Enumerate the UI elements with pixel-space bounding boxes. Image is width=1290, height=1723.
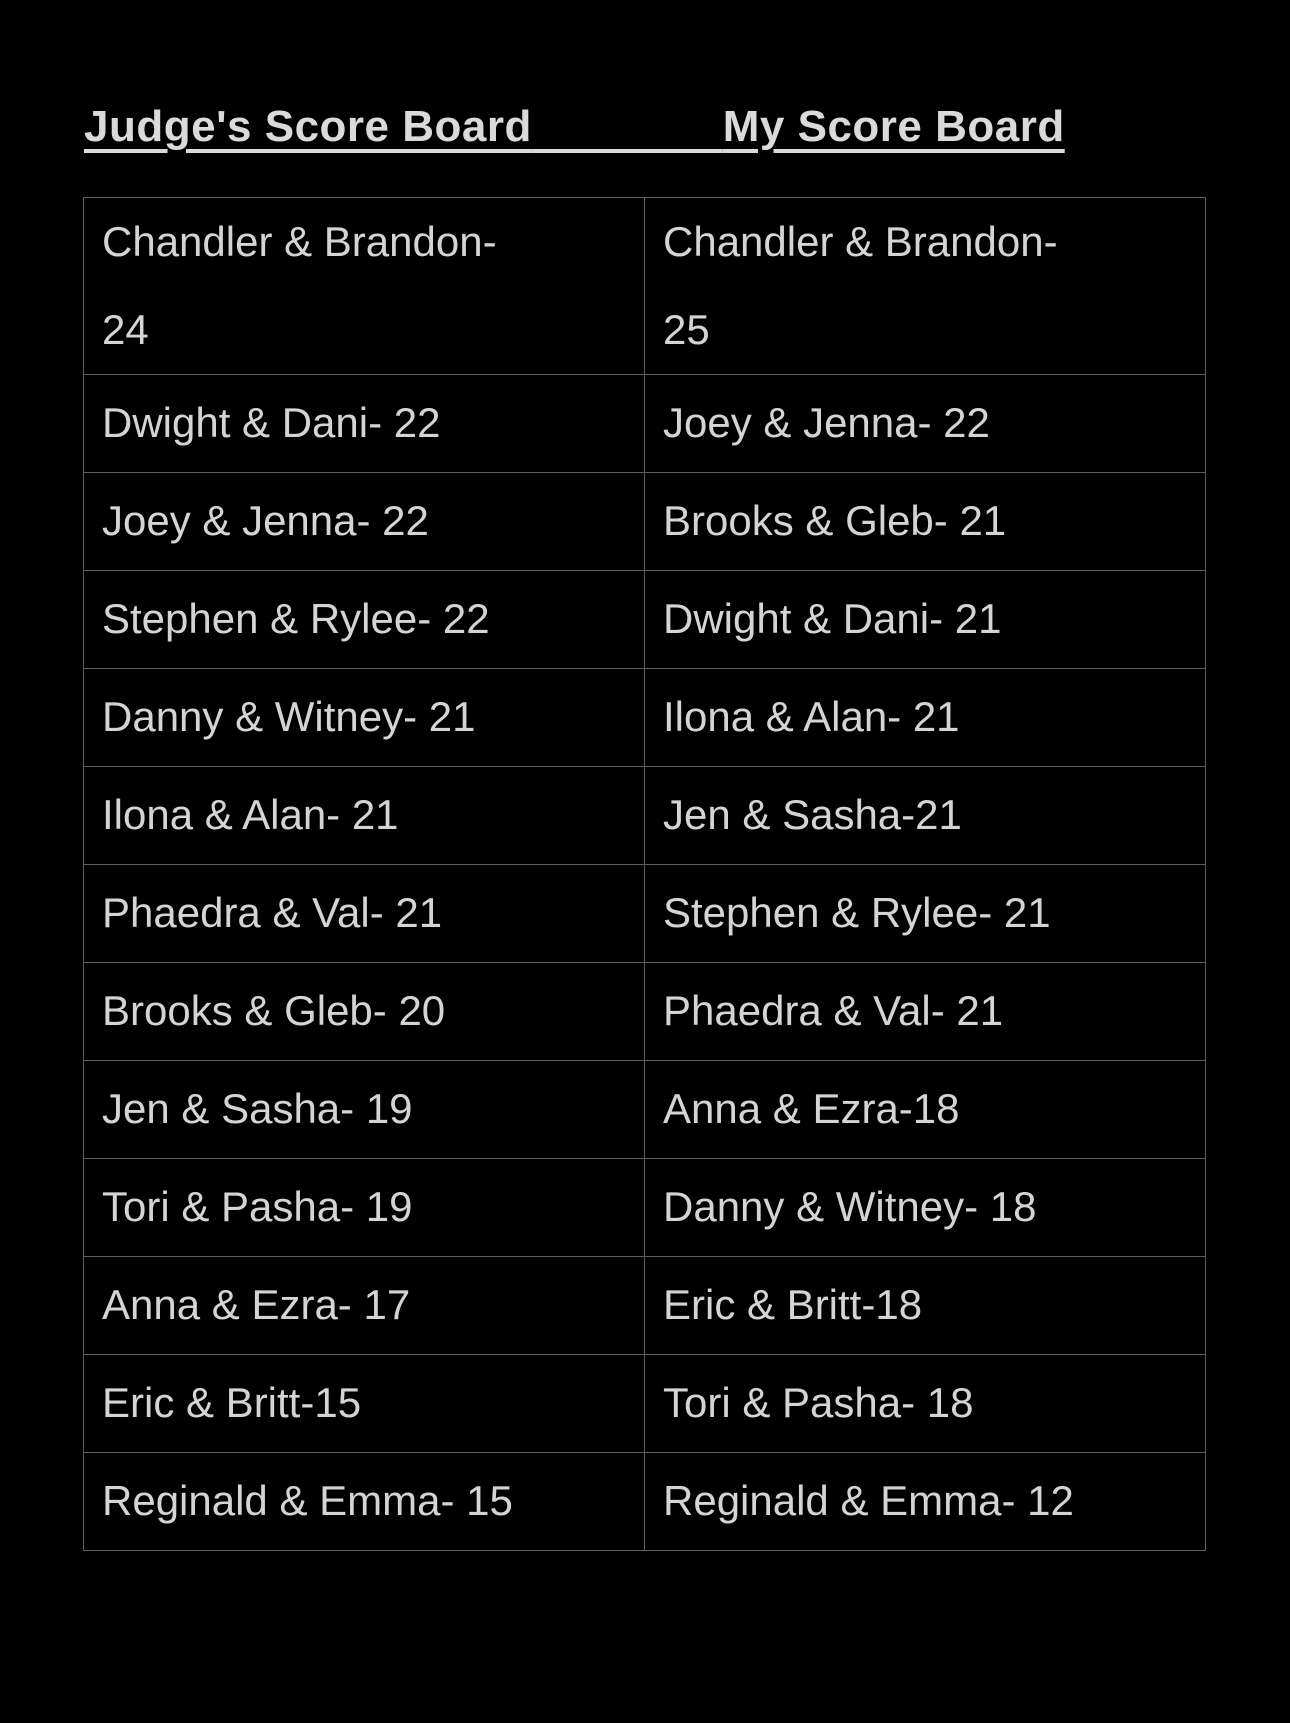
my-score-cell: Reginald & Emma- 12 bbox=[645, 1452, 1206, 1550]
my-score-cell: Brooks & Gleb- 21 bbox=[645, 472, 1206, 570]
my-score-cell: Joey & Jenna- 22 bbox=[645, 374, 1206, 472]
score-row bbox=[84, 1158, 1206, 1256]
score-row bbox=[84, 197, 1206, 374]
judge-score-cell: Stephen & Rylee- 22 bbox=[84, 570, 645, 668]
score-row bbox=[84, 472, 1206, 570]
my-score-cell: Chandler & Brandon- 25 bbox=[645, 197, 1206, 374]
score-row bbox=[84, 1060, 1206, 1158]
my-score-cell: Tori & Pasha- 18 bbox=[645, 1354, 1206, 1452]
judge-score-cell: Anna & Ezra- 17 bbox=[84, 1256, 645, 1354]
my-score-cell: Ilona & Alan- 21 bbox=[645, 668, 1206, 766]
judge-score-cell: Chandler & Brandon- 24 bbox=[84, 197, 645, 374]
my-score-cell: Danny & Witney- 18 bbox=[645, 1158, 1206, 1256]
my-score-cell: Dwight & Dani- 21 bbox=[645, 570, 1206, 668]
judge-score-cell: Brooks & Gleb- 20 bbox=[84, 962, 645, 1060]
score-row bbox=[84, 1256, 1206, 1354]
judge-score-cell: Eric & Britt-15 bbox=[84, 1354, 645, 1452]
score-row bbox=[84, 1354, 1206, 1452]
score-row bbox=[84, 374, 1206, 472]
score-row bbox=[84, 766, 1206, 864]
my-score-cell: Jen & Sasha-21 bbox=[645, 766, 1206, 864]
my-score-cell: Anna & Ezra-18 bbox=[645, 1060, 1206, 1158]
judge-score-cell: Jen & Sasha- 19 bbox=[84, 1060, 645, 1158]
score-row bbox=[84, 962, 1206, 1060]
header-gap bbox=[532, 102, 723, 151]
score-row bbox=[84, 1452, 1206, 1550]
my-score-cell: Phaedra & Val- 21 bbox=[645, 962, 1206, 1060]
judges-board-title: Judge's Score Board bbox=[84, 102, 532, 151]
judge-score-cell: Phaedra & Val- 21 bbox=[84, 864, 645, 962]
score-row bbox=[84, 570, 1206, 668]
judge-score-cell: Dwight & Dani- 22 bbox=[84, 374, 645, 472]
my-score-cell: Eric & Britt-18 bbox=[645, 1256, 1206, 1354]
score-row bbox=[84, 668, 1206, 766]
scoreboard-headers bbox=[84, 102, 1290, 153]
judge-score-cell: Ilona & Alan- 21 bbox=[84, 766, 645, 864]
judge-score-cell: Tori & Pasha- 19 bbox=[84, 1158, 645, 1256]
judge-score-cell: Reginald & Emma- 15 bbox=[84, 1452, 645, 1550]
score-row bbox=[84, 864, 1206, 962]
my-board-title: My Score Board bbox=[722, 102, 1065, 151]
my-score-cell: Stephen & Rylee- 21 bbox=[645, 864, 1206, 962]
judge-score-cell: Joey & Jenna- 22 bbox=[84, 472, 645, 570]
scoreboard-table bbox=[83, 197, 1206, 1551]
judge-score-cell: Danny & Witney- 21 bbox=[84, 668, 645, 766]
screenshot-root bbox=[0, 102, 1290, 1723]
